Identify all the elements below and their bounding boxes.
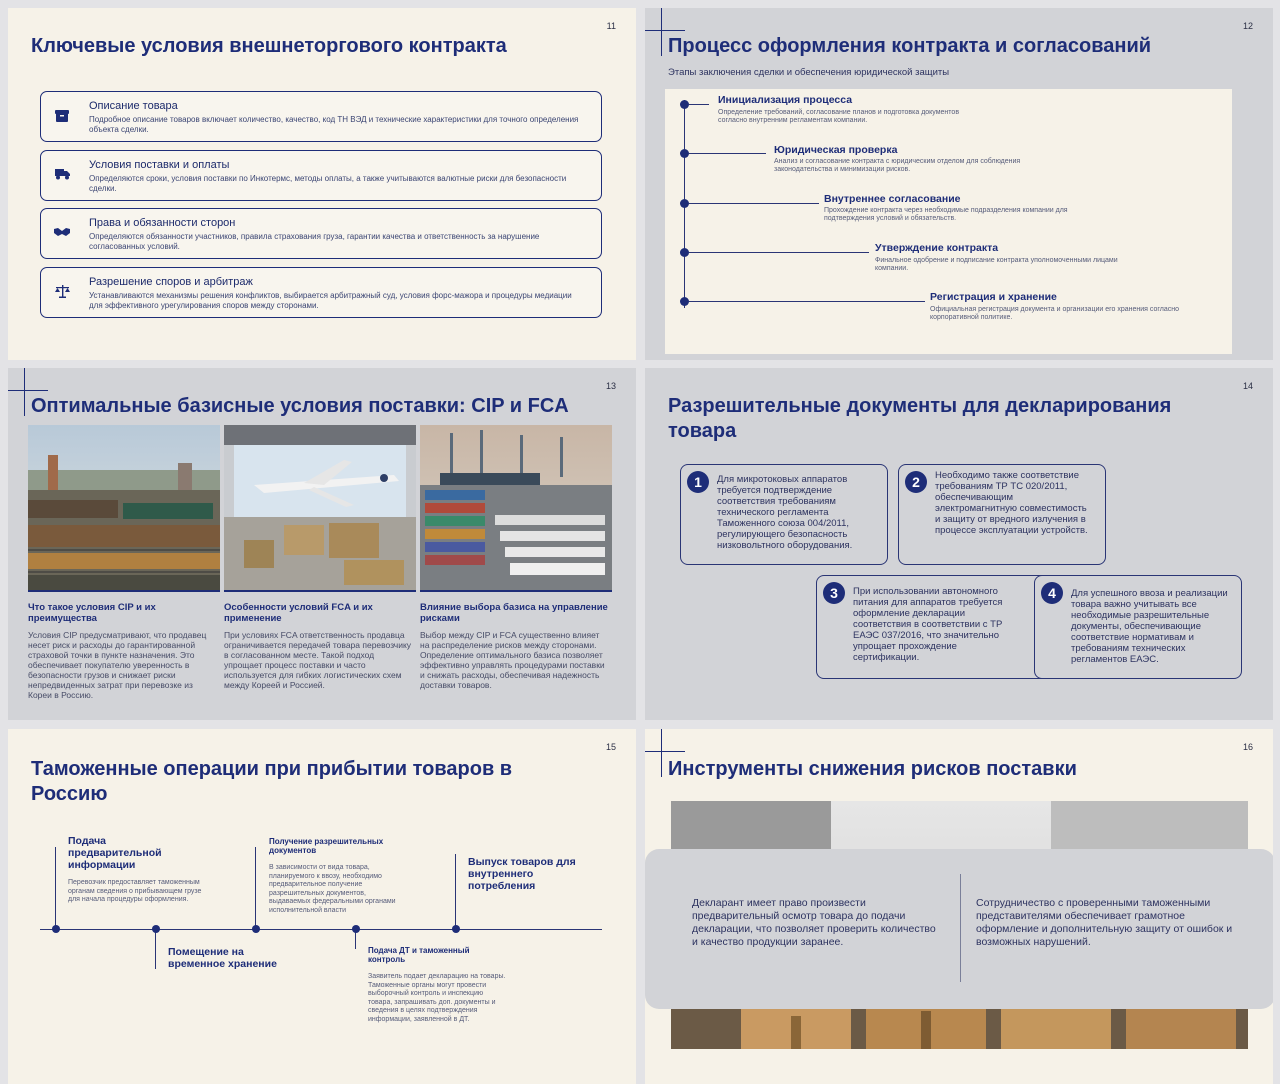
slide-title: Таможенные операции при прибытии товаров в Россию: [31, 758, 513, 805]
step-title: Утверждение контракта: [875, 242, 999, 254]
step-body: Официальная регистрация документа и организации его хранения согласно корпоративной политике.: [930, 306, 1180, 321]
slide-13[interactable]: [8, 368, 636, 720]
timeline-connector: [155, 929, 156, 969]
card-title: Условия поставки и оплаты: [89, 159, 230, 171]
decorative-cross: [645, 751, 685, 752]
slide-number: 14: [1242, 381, 1253, 391]
timeline-dot: [352, 925, 360, 933]
decorative-cross: [661, 8, 662, 56]
decorative-cross: [645, 30, 685, 31]
document-card: [816, 575, 1052, 679]
step-body: В зависимости от вида товара, планируемого к ввозу, необходимо предварительное получение разрешительных документов, выдаваемых федеральными органами исполнительной власти: [269, 864, 396, 914]
timeline-line: [40, 929, 602, 930]
truck-icon: [54, 168, 70, 183]
connector-line: [689, 203, 819, 204]
connector-line: [689, 252, 869, 253]
card-text: Для микротоковых аппаратов требуется подтверждение соответствия требованиям технического регламента Таможенного союза 004/2011, регулирующего безопасность низковольтного оборудования.: [717, 474, 853, 551]
document-card: [680, 464, 888, 565]
column-title: Особенности условий FCA и их применение: [224, 602, 373, 624]
card-text: При использовании автономного питания для аппаратов требуется оформление декларации соответствия в соответствии с ТР ЕАЭС 037/2016, что значительно упрощает прохождение сертификации.: [853, 586, 1003, 663]
card-title: Разрешение споров и арбитраж: [89, 276, 253, 288]
connector-line: [689, 153, 766, 154]
slide-title: Процесс оформления контракта и согласований: [668, 35, 1152, 57]
step-title: Выпуск товаров для внутреннего потребления: [468, 856, 576, 892]
slide-number: 15: [605, 742, 616, 752]
slide-15[interactable]: [8, 729, 636, 1084]
slide-number: 13: [605, 381, 616, 391]
card-body: Определяются обязанности участников, правила страхования груза, гарантии качества и ответственность за нарушение согласованных условий.: [89, 232, 540, 251]
step-body: Определение требований, согласование планов и подготовка документов согласно внутренним регламентам компании.: [718, 109, 960, 124]
column-title: Влияние выбора базиса на управление рисками: [420, 602, 608, 624]
step-title: Юридическая проверка: [774, 144, 898, 156]
contract-term-card: [40, 267, 602, 318]
contract-term-card: [40, 150, 602, 201]
timeline-dot: [680, 149, 689, 158]
card-number: 1: [687, 471, 709, 493]
decorative-cross: [24, 368, 25, 416]
step-body: Перевозчик предоставляет таможенным органам сведения о прибывающем грузе для начала процедуры оформления.: [68, 879, 202, 903]
contract-term-card: [40, 208, 602, 259]
step-body: Анализ и согласование контракта с юридическим отделом для соблюдения законодательства и минимизации рисков.: [774, 158, 1021, 173]
slide-11[interactable]: [8, 8, 636, 360]
slide-14[interactable]: [645, 368, 1273, 720]
cargo-airplane-photo: [224, 425, 416, 592]
step-body: Финальное одобрение и подписание контракта уполномоченными лицами компании.: [875, 257, 1118, 272]
container-port-photo: [420, 425, 612, 592]
step-title: Внутреннее согласование: [824, 193, 961, 205]
card-body: Подробное описание товаров включает количество, качество, код ТН ВЭД и технические характеристики для точного определения объекта сделки.: [89, 115, 579, 134]
step-title: Получение разрешительных документов: [269, 837, 384, 855]
handshake-icon: [54, 226, 70, 241]
slide-number: 11: [606, 21, 616, 31]
step-title: Подача ДТ и таможенный контроль: [368, 946, 470, 964]
timeline-dot: [52, 925, 60, 933]
document-card: [898, 464, 1106, 565]
connector-line: [689, 301, 925, 302]
connector-line: [689, 104, 709, 105]
card-text: Необходимо также соответствие требованиям ТР ТС 020/2011, обеспечивающим электромагнитную совместимость и защиту от вредного излучения в процессе эксплуатации устройств.: [935, 470, 1088, 536]
timeline-dot: [252, 925, 260, 933]
timeline-dot: [680, 100, 689, 109]
document-card: [1034, 575, 1242, 679]
railway-freight-photo: [28, 425, 220, 592]
slide-title: Ключевые условия внешнеторгового контракта: [31, 35, 507, 57]
right-text: Сотрудничество с проверенными таможенными представителями обеспечивает грамотное оформление и дополнительную защиту от ошибок и возможных нарушений.: [976, 897, 1233, 948]
step-title: Инициализация процесса: [718, 94, 853, 106]
card-body: Устанавливаются механизмы решения конфликтов, выбирается арбитражный суд, условия форс-мажора и процедуры медиации для эффективного урегулирования споров между сторонами.: [89, 291, 572, 310]
card-body: Определяются сроки, условия поставки по Инкотермс, методы оплаты, а также учитываются валютные риски для безопасности сделки.: [89, 174, 567, 193]
timeline-dot: [152, 925, 160, 933]
card-number: 2: [905, 471, 927, 493]
timeline-dot: [452, 925, 460, 933]
slide-16[interactable]: [645, 729, 1273, 1084]
step-title: Подача предварительной информации: [68, 835, 162, 871]
card-number: 4: [1041, 582, 1063, 604]
timeline-connector: [455, 854, 456, 929]
divider: [960, 874, 961, 982]
timeline-connector: [255, 847, 256, 929]
step-title: Регистрация и хранение: [930, 291, 1057, 303]
timeline-dot: [680, 297, 689, 306]
slide-title: Оптимальные базисные условия поставки: CIP и FCA: [31, 395, 569, 417]
timeline-dot: [680, 199, 689, 208]
timeline-connector: [55, 847, 56, 929]
column-body: Условия CIP предусматривают, что продавец несет риск и расходы до гарантированной страховой точки в пункте назначения. Это обеспечивает покупателю уверенность в безопасности грузов и снижает риски непредвиденных затрат при перевозке из Кореи в Россию.: [28, 630, 207, 700]
step-title: Помещение на временное хранение: [168, 946, 277, 970]
card-number: 3: [823, 582, 845, 604]
left-text: Декларант имеет право произвести предварительный осмотр товара до подачи декларации, что позволяет проверить количество и качество продукции заранее.: [692, 897, 936, 948]
slide-title: Разрешительные документы для декларирования товара: [668, 395, 1172, 442]
slide-subtitle: Этапы заключения сделки и обеспечения юридической защиты: [668, 67, 950, 78]
card-title: Описание товара: [89, 100, 178, 112]
scales-icon: [54, 285, 70, 301]
slide-title: Инструменты снижения рисков поставки: [668, 758, 1077, 780]
slide-12[interactable]: [645, 8, 1273, 360]
timeline-dot: [680, 248, 689, 257]
box-icon: [54, 109, 70, 126]
decorative-cross: [661, 729, 662, 777]
card-title: Права и обязанности сторон: [89, 217, 236, 229]
slide-number: 12: [1242, 21, 1253, 31]
contract-term-card: [40, 91, 602, 142]
slide-number: 16: [1242, 742, 1253, 752]
column-body: Выбор между CIP и FCA существенно влияет на распределение рисков между сторонами. Определение оптимального базиса позволяет эффективно управлять процедурами поставки и снижать расходы, обеспечивая надежность доставки товаров.: [420, 630, 605, 690]
step-body: Заявитель подает декларацию на товары. Таможенные органы могут провести выборочный контроль и инспекцию товара, запрашивать доп. документы и сведения в целях подтверждения информации, заявленной в ДТ.: [368, 973, 506, 1023]
column-title: Что такое условия CIP и их преимущества: [28, 602, 156, 624]
column-body: При условиях FCA ответственность продавца ограничивается передачей товара перевозчику в согласованном месте. Такой подход упрощает процесс поставки и часто используется для гибких логистических схем между Кореей и Россией.: [224, 630, 412, 690]
card-text: Для успешного ввоза и реализации товара важно учитывать все необходимые разрешительные документы, обеспечивающие соответствие нормативам и требованиям технических регламентов ЕАЭС.: [1071, 588, 1228, 665]
step-body: Прохождение контракта через необходимые подразделения компании для подтверждения условий и обязательств.: [824, 207, 1068, 222]
decorative-cross: [8, 390, 48, 391]
